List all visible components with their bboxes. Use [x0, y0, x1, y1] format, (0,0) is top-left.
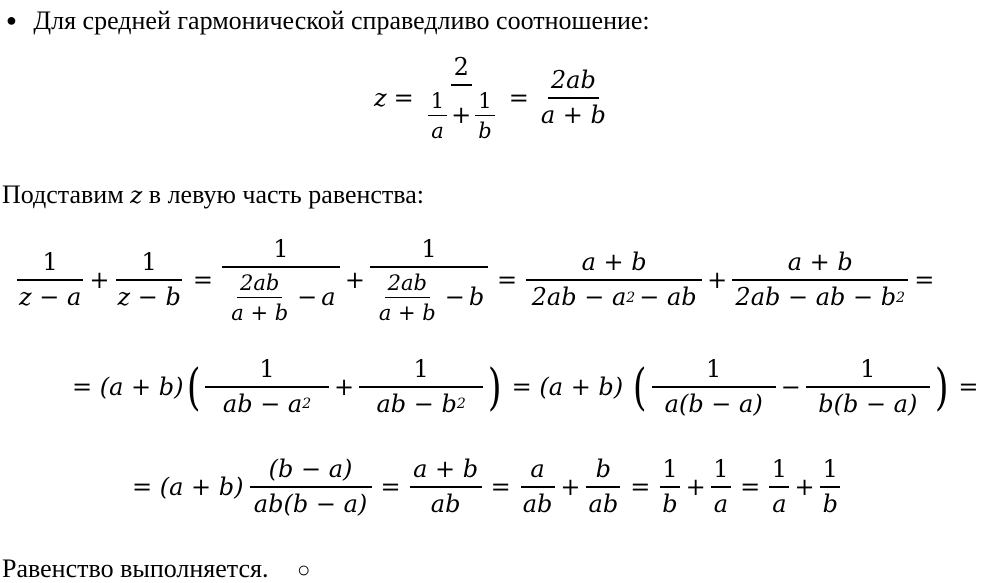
denominator: b — [662, 489, 678, 518]
numerator: 2 — [451, 54, 472, 86]
denominator: a — [431, 118, 444, 143]
bullet: ● — [6, 10, 17, 30]
numerator: b — [586, 456, 620, 488]
var-b: b — [468, 282, 485, 311]
den-part: ab − a — [222, 389, 303, 418]
equals-sign: = — [497, 266, 518, 295]
den-part: 2ab − ab − b — [735, 282, 897, 311]
den-part: 2ab − a — [531, 282, 627, 311]
equals-sign: = — [192, 266, 213, 295]
equals-sign: = — [740, 473, 761, 502]
end-of-proof-mark: ○ — [296, 557, 311, 582]
substitute-line — [2, 182, 424, 208]
denominator: z − b — [117, 282, 181, 311]
big-paren-open: ( — [633, 358, 647, 417]
numerator: 1 — [820, 456, 840, 488]
harmonic-mean-formula — [374, 54, 611, 143]
denominator — [220, 388, 314, 419]
numerator: 2ab — [385, 271, 430, 298]
fraction-1-over-z-minus-a — [16, 249, 84, 311]
numerator: 2ab — [548, 67, 599, 99]
intro-text: Для средней гармонической справедливо соотношение: — [33, 6, 650, 35]
denominator: a — [772, 489, 787, 518]
numerator: 1 — [116, 249, 182, 281]
fraction-1-over-ab-minus-b2 — [359, 356, 483, 418]
denominator: b — [822, 489, 838, 518]
exponent: 2 — [302, 396, 312, 413]
fraction-a-plus-b-over-2ab-minus-a2-minus-ab — [526, 249, 702, 311]
fraction-b-over-ab — [586, 456, 622, 518]
numerator: 1 — [370, 236, 488, 268]
numerator: 1 — [652, 356, 776, 388]
numerator: a + b — [410, 456, 482, 488]
fraction-1-over-a — [769, 456, 789, 518]
fraction-a-over-ab — [520, 456, 556, 518]
denominator: z − a — [19, 282, 82, 311]
formula-line-1 — [14, 236, 938, 325]
plus-sign: + — [451, 100, 472, 129]
numerator: 1 — [769, 456, 789, 488]
numerator: 1 — [205, 356, 329, 388]
minus-sign: − — [780, 373, 801, 402]
fraction-2ab-over-a-plus-b — [538, 67, 609, 129]
fraction-1-over-a — [428, 89, 447, 143]
fraction-b-minus-a-over-ab-b-minus-a — [250, 456, 372, 518]
equals-sign: = — [958, 373, 979, 402]
fraction-1-over-2ab-minus-a — [222, 236, 340, 325]
fraction-a-plus-b-over-2ab-minus-ab-minus-b2 — [732, 249, 908, 311]
leading-factor: = (a + b) — [132, 473, 244, 502]
plus-sign: + — [685, 473, 706, 502]
denominator: a + b — [540, 100, 606, 129]
middle-factor: = (a + b) — [511, 373, 624, 402]
big-paren-close: ) — [488, 358, 502, 417]
numerator: 1 — [359, 356, 483, 388]
denominator: 2ab − a 2 − ab — [531, 282, 697, 311]
fraction-1-over-b — [659, 456, 680, 518]
equals-sign: = — [490, 473, 511, 502]
fraction-1-over-b — [475, 89, 494, 143]
big-paren-open: ( — [186, 358, 201, 417]
exponent: 2 — [456, 396, 466, 413]
numerator: a + b — [526, 249, 702, 281]
conclusion-text: Равенство выполняется. — [2, 554, 269, 583]
fraction-1-over-ab-minus-a2 — [205, 356, 329, 418]
den-part: ab − b — [376, 389, 457, 418]
numerator: 2ab — [237, 271, 282, 298]
denominator: ab — [430, 489, 461, 518]
numerator: 1 — [806, 356, 930, 388]
denominator: a + b — [231, 300, 289, 325]
plus-sign: + — [89, 266, 110, 295]
denominator: a(b − a) — [664, 389, 763, 418]
fraction-1-over-b — [820, 456, 841, 518]
equals-sign: = — [380, 473, 401, 502]
denominator — [373, 388, 468, 419]
plus-sign: + — [707, 266, 728, 295]
plus-sign: + — [560, 473, 581, 502]
denominator: b — [478, 118, 492, 143]
numerator: a + b — [732, 249, 908, 281]
fraction-2-over-sum — [423, 54, 500, 143]
exponent: 2 — [896, 289, 906, 306]
plus-sign: + — [344, 266, 366, 295]
fraction-2ab-over-a-plus-b — [376, 271, 439, 325]
numerator: 1 — [711, 456, 731, 488]
substitute-suffix: в левую часть равенства: — [148, 180, 424, 209]
numerator: a — [521, 456, 555, 488]
formula-line-2 — [72, 356, 985, 418]
numerator: 1 — [17, 249, 83, 281]
denominator — [223, 268, 338, 325]
var-z: z — [374, 84, 387, 113]
equals-sign: = — [630, 473, 651, 502]
conclusion-line — [2, 556, 310, 582]
intro-line — [6, 8, 650, 34]
numerator: 1 — [428, 89, 447, 116]
numerator: 1 — [660, 456, 680, 488]
fraction-1-over-z-minus-b — [114, 249, 183, 311]
plus-sign: + — [334, 373, 355, 402]
denominator: ab(b − a) — [253, 489, 368, 518]
denominator: ab — [522, 489, 553, 518]
denominator: a — [713, 489, 729, 518]
substitute-var: z — [130, 183, 143, 209]
fraction-1-over-a-b-minus-a — [652, 356, 776, 418]
var-a: a — [321, 282, 336, 311]
leading-factor: = (a + b) — [72, 373, 184, 402]
denominator: a + b — [378, 300, 436, 325]
numerator: 1 — [475, 89, 494, 116]
equals-sign: = — [393, 84, 414, 113]
plus-sign: + — [794, 473, 815, 502]
substitute-prefix: Подставим — [2, 180, 124, 209]
denominator: ab — [588, 489, 619, 518]
minus-sign: − — [444, 282, 465, 311]
minus-sign: − — [297, 282, 318, 311]
fraction-1-over-2ab-minus-b — [370, 236, 488, 325]
equals-sign: = — [508, 84, 529, 113]
fraction-1-over-a — [711, 456, 731, 518]
fraction-1-over-b-b-minus-a — [806, 356, 930, 418]
equals-sign: = — [914, 266, 935, 295]
denominator — [732, 281, 908, 312]
numerator: 1 — [222, 236, 340, 268]
big-paren-close: ) — [934, 358, 949, 417]
formula-line-3 — [132, 456, 843, 518]
numerator: (b − a) — [250, 456, 372, 488]
fraction-a-plus-b-over-ab — [410, 456, 482, 518]
denominator — [371, 268, 487, 325]
denominator: b(b − a) — [818, 389, 918, 418]
fraction-2ab-over-a-plus-b — [228, 271, 291, 325]
denominator — [423, 86, 500, 143]
exponent: 2 — [626, 289, 636, 306]
